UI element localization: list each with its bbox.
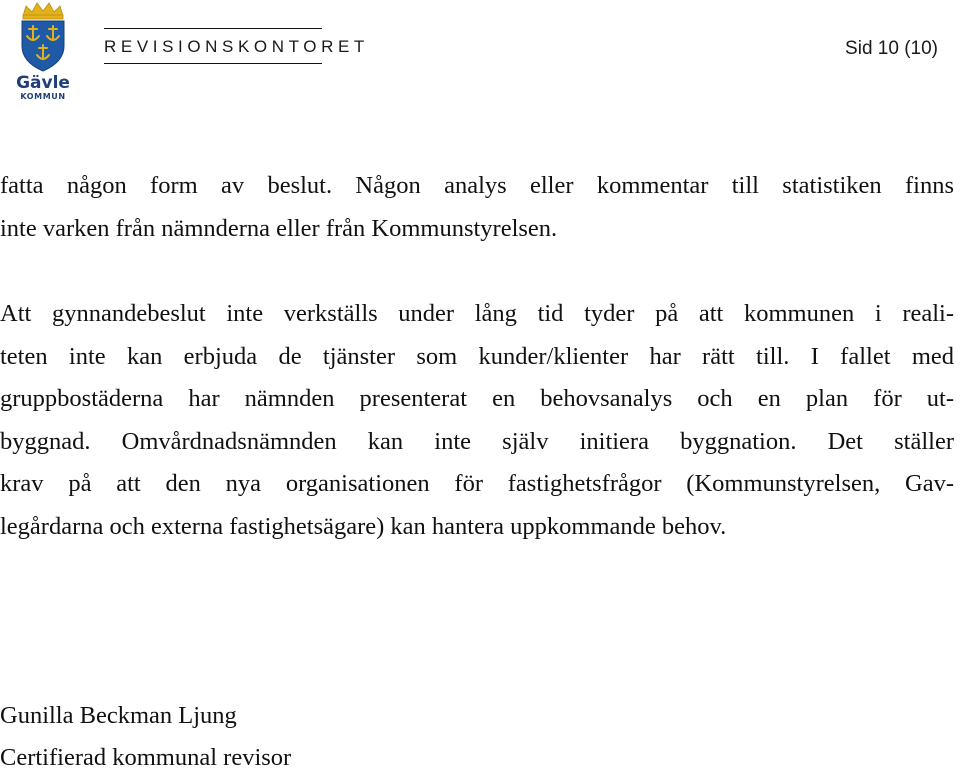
header-rule-top: [104, 28, 322, 29]
header-rule-bottom: [104, 63, 322, 64]
signature-name: Gunilla Beckman Ljung: [0, 702, 237, 729]
paragraph-line: Att gynnandebeslut inte verkställs under lång tid tyder på att kommunen i reali-: [0, 300, 954, 327]
organization-name: REVISIONSKONTORET: [104, 37, 369, 56]
signature-block: [0, 695, 291, 779]
crown-icon: [23, 3, 63, 19]
paragraph-line: fatta någon form av beslut. Någon analys eller kommentar till statistiken finns: [0, 172, 954, 199]
logo-subtext: KOMMUN: [20, 92, 66, 100]
page-number: Sid 10 (10): [845, 38, 938, 59]
paragraph-line: teten inte kan erbjuda de tjänster som kunder/klienter har rätt till. I fallet med: [0, 342, 954, 370]
body-paragraph-2: [0, 293, 954, 549]
paragraph-line: krav på att den nya organisationen för fastighetsfrågor (Kommunstyrelsen, Gav-: [0, 470, 954, 498]
page-header: [0, 0, 960, 100]
logo-wordmark: Gävle: [16, 73, 70, 93]
gavle-kommun-logo: [14, 2, 72, 100]
paragraph-line: gruppbostäderna har nämnden presenterat en behovsanalys och en plan för ut-: [0, 385, 954, 413]
signature-title: Certifierad kommunal revisor: [0, 744, 292, 771]
paragraph-line: legårdarna och externa fastighetsägare) kan hantera uppkommande behov.: [0, 512, 727, 540]
paragraph-line: byggnad. Omvårdnadsnämnden kan inte själv initiera byggnation. Det ställer: [0, 427, 954, 455]
shield-icon: [22, 21, 64, 71]
paragraph-line: inte varken från nämnderna eller från Kommunstyrelsen.: [0, 214, 558, 242]
body-paragraph-1: [0, 165, 954, 250]
